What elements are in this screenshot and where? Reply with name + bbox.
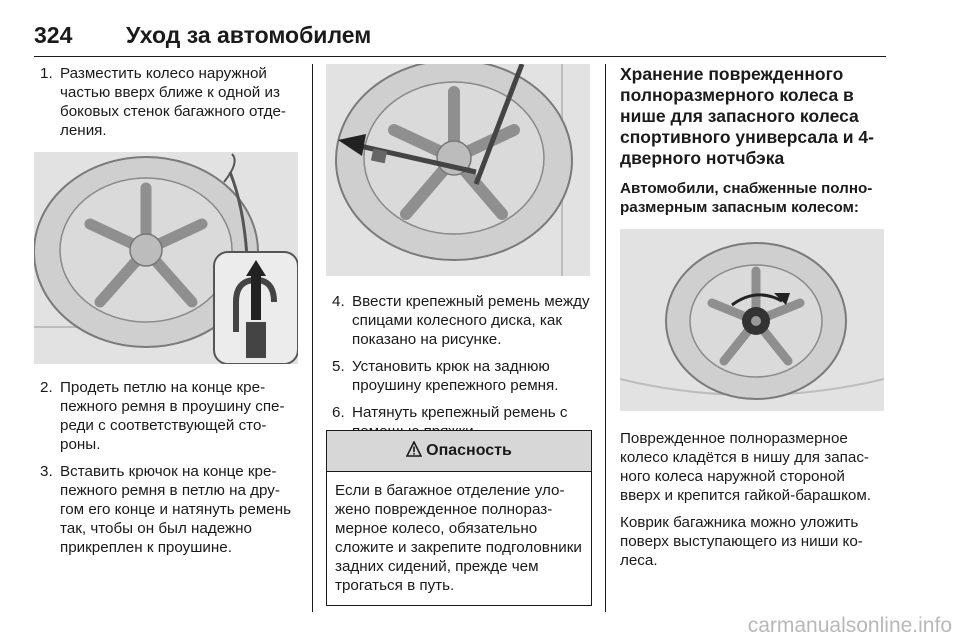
step-5 xyxy=(326,357,590,395)
figure-wheel-in-well xyxy=(620,229,884,411)
step-text: Вставить крючок на конце крепежного ремня в петлю на другом его конце и натянуть ремень так, чтобы он был надежно прикреплен к проушине. xyxy=(60,463,292,556)
danger-box-text: Если в багажное отделение уложено поврежденное полноразмерное колесо, обязательно сложите и закрепите подголовники задних сидений, прежде чем трогаться в путь. xyxy=(335,482,582,594)
step-2 xyxy=(34,378,298,454)
column-right xyxy=(620,64,888,578)
section-subheading: Автомобили, снабженные полноразмерным запасным колесом: xyxy=(620,180,873,216)
page-title: Уход за автомобилем xyxy=(126,22,372,48)
column-divider xyxy=(312,64,313,612)
page-header xyxy=(34,18,886,57)
step-number: 6. xyxy=(332,404,345,421)
paragraph-2: Коврик багажника можно уложить поверх выступающего из ниши колеса. xyxy=(620,514,863,569)
step-number: 2. xyxy=(40,379,53,396)
step-number: 3. xyxy=(40,463,53,480)
column-middle xyxy=(326,64,590,449)
step-text: Продеть петлю на конце крепежного ремня в проушину спереди с соответствующей стороны. xyxy=(60,379,285,453)
step-number: 1. xyxy=(40,65,53,82)
watermark: carmanualsonline.info xyxy=(747,614,952,637)
step-3 xyxy=(34,462,298,557)
column-left xyxy=(34,64,298,565)
danger-box-header xyxy=(327,431,591,472)
step-number: 5. xyxy=(332,358,345,375)
section-heading: Хранение поврежденного полноразмерного колеса в нише для запасного колеса спортивного универсала и 4-дверного нотчбэка xyxy=(620,64,874,168)
column-divider xyxy=(605,64,606,612)
step-text: Разместить колесо наружной частью вверх ближе к одной из боковых стенок багажного отделения. xyxy=(60,65,286,139)
step-number: 4. xyxy=(332,293,345,310)
step-text: Установить крюк на заднюю проушину крепежного ремня. xyxy=(352,358,559,394)
figure-wheel-strap-spokes xyxy=(326,64,590,276)
danger-box-title: Опасность xyxy=(426,442,512,459)
step-text: Ввести крепежный ремень между спицами колесного диска, как показано на рисунке. xyxy=(352,293,590,348)
paragraph-1: Поврежденное полноразмерное колесо кладётся в нишу для запасного колеса наружной стороной вверх и крепится гайкой-барашком. xyxy=(620,430,872,504)
step-text: Натянуть крепежный ремень с xyxy=(352,404,568,421)
step-4 xyxy=(326,292,590,349)
page-number: 324 xyxy=(34,22,73,48)
step-1 xyxy=(34,64,298,140)
danger-box xyxy=(326,430,592,606)
figure-wheel-strap-loop xyxy=(34,152,298,364)
warning-triangle-icon xyxy=(406,441,422,462)
